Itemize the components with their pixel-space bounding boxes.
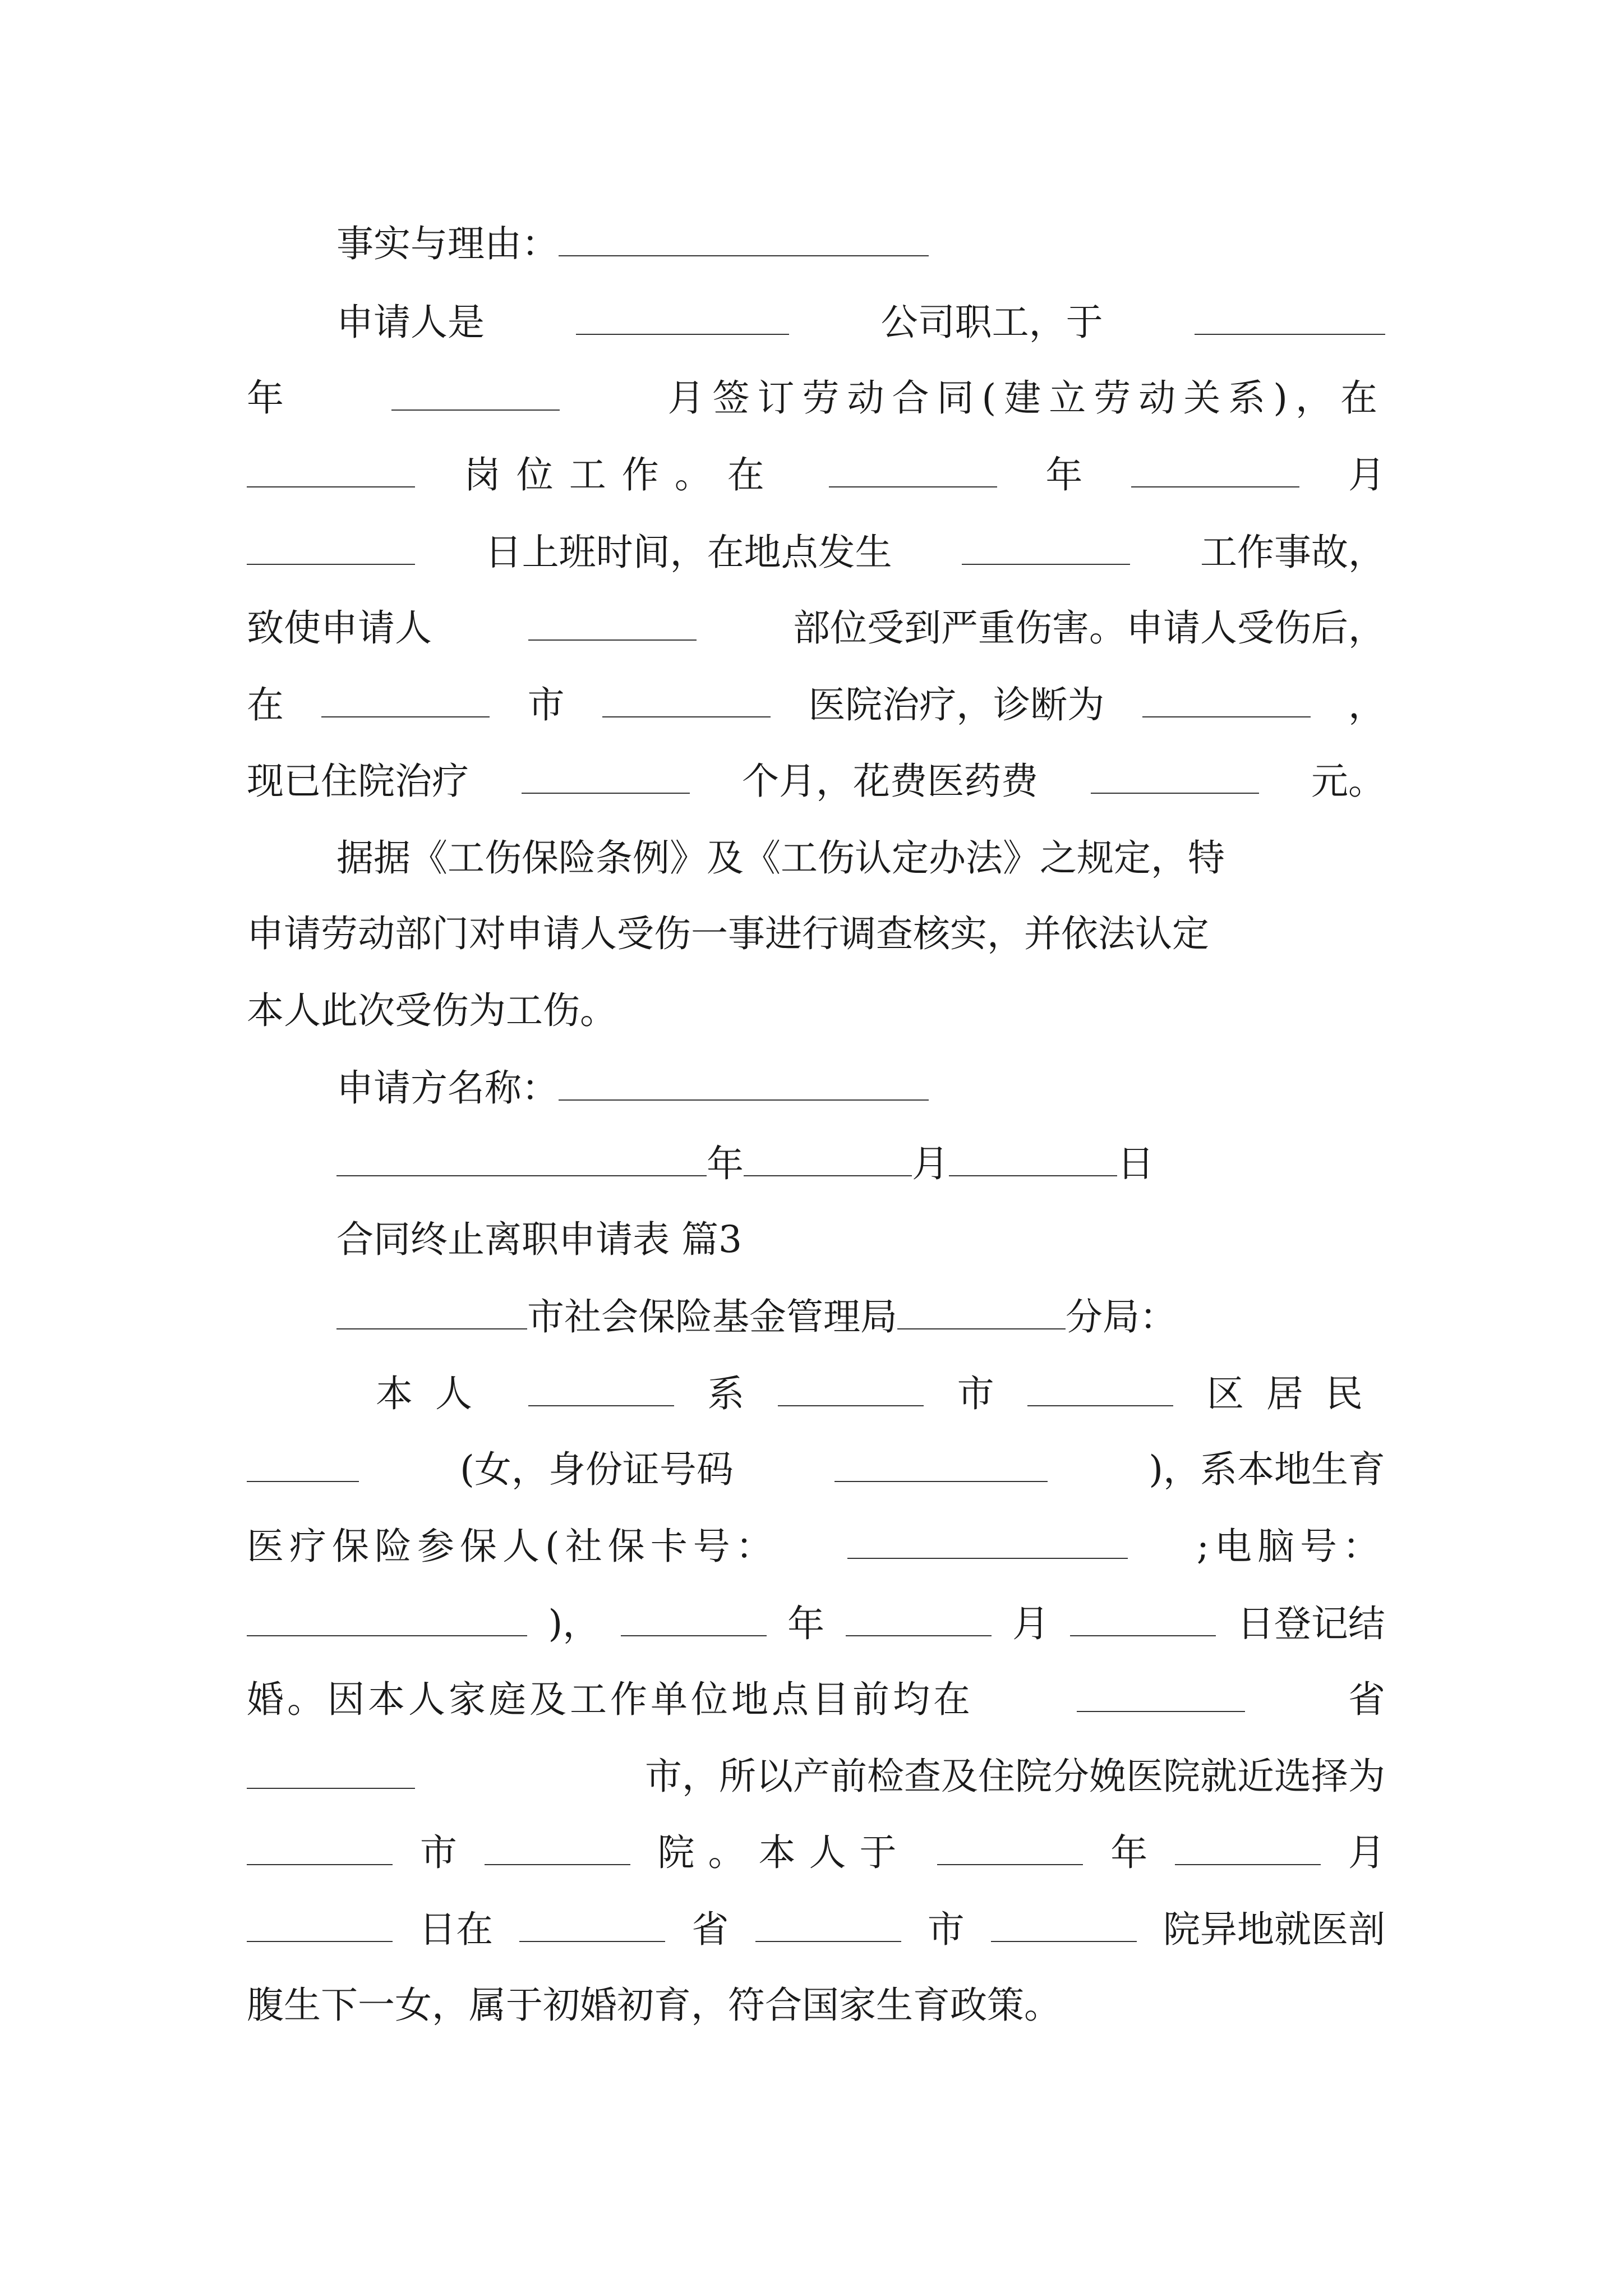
text-segment: 月 [1348, 453, 1385, 496]
text-segment: 市 [419, 1831, 457, 1874]
text-line-11 [247, 983, 1385, 1039]
blank-field[interactable] [1175, 1830, 1321, 1865]
text-segment: 系 [707, 1372, 745, 1415]
blank-field[interactable] [522, 759, 690, 794]
blank-field[interactable] [829, 453, 997, 487]
text-segment: 工作事故， [1200, 531, 1385, 574]
blank-field[interactable] [576, 300, 789, 335]
text-segment: 在 [247, 683, 284, 726]
text-segment: 婚。因本人家庭及工作单位地点目前均在 [247, 1678, 974, 1721]
blank-field[interactable] [247, 1602, 527, 1636]
blank-field[interactable] [621, 1602, 767, 1636]
text-line-6 [247, 600, 1385, 656]
text-segment: 日 [1117, 1142, 1154, 1185]
blank-field[interactable] [391, 376, 560, 411]
text-line-22 [247, 1825, 1385, 1881]
text-segment: 公司职工，于 [880, 301, 1103, 344]
section-title: 合同终止离职申请表 篇3 [336, 1218, 742, 1261]
text-segment: 医院治疗，诊断为 [808, 683, 1105, 726]
text-segment: 致使申请人 [247, 606, 432, 650]
text-line-19 [247, 1596, 1385, 1652]
blank-field[interactable] [1131, 453, 1299, 487]
text-segment: 元。 [1311, 760, 1385, 803]
text-segment: 市 [927, 1908, 965, 1951]
blank-field[interactable] [247, 1754, 415, 1789]
blank-field[interactable] [247, 1447, 359, 1482]
blank-field[interactable] [834, 1447, 1048, 1482]
text-segment: 市，所以产前检查及住院分娩医院就近选择为 [645, 1755, 1385, 1798]
blank-field[interactable] [559, 1066, 929, 1101]
text-segment: 市 [527, 683, 565, 726]
text-segment: 个月，花费医药费 [742, 760, 1038, 803]
text-line-5 [247, 524, 1385, 581]
blank-field[interactable] [247, 1830, 393, 1865]
text-segment: 岗位工作。在 [463, 453, 780, 496]
text-line-23 [247, 1902, 1385, 1958]
text-segment: 日上班时间，在地点发生 [485, 531, 892, 574]
blank-field[interactable] [336, 1295, 527, 1329]
blank-field[interactable] [519, 1907, 665, 1942]
text-line-10 [247, 906, 1385, 962]
text-segment: )， [548, 1602, 600, 1645]
blank-field[interactable] [846, 1602, 992, 1636]
blank-field[interactable] [247, 530, 415, 565]
text-segment: 申请劳动部门对申请人受伤一事进行调查核实，并依法认定 [247, 912, 1209, 955]
text-line-20 [247, 1672, 1385, 1728]
blank-field[interactable] [528, 606, 697, 641]
text-segment: 月 [1348, 1831, 1385, 1874]
text-segment: 本人 [376, 1372, 495, 1415]
facts-reasons-line [336, 216, 1385, 272]
blank-field[interactable] [1195, 300, 1385, 335]
text-line-18 [247, 1519, 1385, 1575]
text-segment: ， [1348, 683, 1385, 726]
text-segment: 现已住院治疗 [247, 760, 469, 803]
text-line-4 [247, 447, 1385, 503]
text-segment: 月 [1012, 1602, 1050, 1645]
text-segment: 市 [957, 1372, 994, 1415]
text-segment: 省 [691, 1908, 729, 1951]
blank-field[interactable] [937, 1830, 1083, 1865]
text-segment: 申请人是 [336, 301, 485, 344]
blank-field[interactable] [744, 1142, 912, 1176]
applicant-name-line [336, 1060, 1385, 1116]
text-line-15 [336, 1289, 1385, 1345]
text-segment: 腹生下一女，属于初婚初育，符合国家生育政策。 [247, 1984, 1061, 2027]
text-segment: )，系本地生育 [1149, 1448, 1385, 1491]
text-segment: 据据《工伤保险条例》及《工伤认定办法》之规定，特 [336, 836, 1225, 880]
text-segment: ;电脑号： [1196, 1525, 1385, 1568]
text-segment: 年 [707, 1142, 744, 1185]
blank-field[interactable] [1027, 1372, 1173, 1406]
facts-reasons-label: 事实与理由： [336, 222, 559, 265]
text-segment: 年 [247, 376, 284, 420]
blank-field[interactable] [755, 1907, 901, 1942]
applicant-name-label: 申请方名称： [336, 1066, 559, 1110]
text-segment: 月签订劳动合同(建立劳动关系)，在 [667, 376, 1385, 420]
blank-field[interactable] [847, 1524, 1128, 1559]
text-line-21 [247, 1749, 1385, 1805]
blank-field[interactable] [778, 1372, 924, 1406]
date-line [336, 1136, 1385, 1192]
blank-field[interactable] [991, 1907, 1137, 1942]
blank-field[interactable] [247, 1907, 393, 1942]
text-segment: 年 [1110, 1831, 1148, 1874]
blank-field[interactable] [1142, 683, 1311, 717]
blank-field[interactable] [949, 1142, 1117, 1176]
section-heading [336, 1212, 1385, 1268]
text-line-7 [247, 677, 1385, 733]
text-segment: 院。本人于 [657, 1831, 910, 1874]
text-segment: 部位受到严重伤害。申请人受伤后， [793, 606, 1385, 650]
text-segment: 市社会保险基金管理局 [527, 1295, 897, 1338]
text-segment: 日登记结 [1237, 1602, 1385, 1645]
blank-field[interactable] [1077, 1677, 1245, 1712]
blank-field[interactable] [485, 1830, 630, 1865]
text-line-24 [247, 1977, 1385, 2033]
text-line-3 [247, 370, 1385, 426]
blank-field[interactable] [602, 683, 771, 717]
text-segment: 本人此次受伤为工伤。 [247, 989, 617, 1032]
text-segment: 省 [1348, 1678, 1385, 1721]
blank-field[interactable] [962, 530, 1130, 565]
text-segment: 医疗保险参保人(社保卡号： [247, 1525, 778, 1568]
blank-field[interactable] [897, 1295, 1066, 1329]
blank-field[interactable] [559, 222, 929, 256]
blank-field[interactable] [1070, 1602, 1216, 1636]
text-segment: 区居民 [1206, 1372, 1385, 1415]
text-line-9 [336, 830, 1385, 886]
text-line-8 [247, 753, 1385, 809]
text-segment: 院异地就医剖 [1163, 1908, 1385, 1951]
blank-field[interactable] [336, 1142, 707, 1176]
blank-field[interactable] [321, 683, 490, 717]
blank-field[interactable] [528, 1372, 674, 1406]
text-line-2 [336, 295, 1385, 351]
blank-field[interactable] [247, 453, 415, 487]
text-segment: 日在 [419, 1908, 494, 1951]
text-segment: 分局： [1066, 1295, 1177, 1338]
text-segment: 月 [912, 1142, 949, 1185]
text-segment: 年 [787, 1602, 825, 1645]
text-line-16 [376, 1366, 1385, 1422]
blank-field[interactable] [1091, 759, 1259, 794]
text-segment: 年 [1045, 453, 1083, 496]
text-line-17 [247, 1442, 1385, 1498]
text-segment: (女，身份证号码 [460, 1448, 734, 1491]
